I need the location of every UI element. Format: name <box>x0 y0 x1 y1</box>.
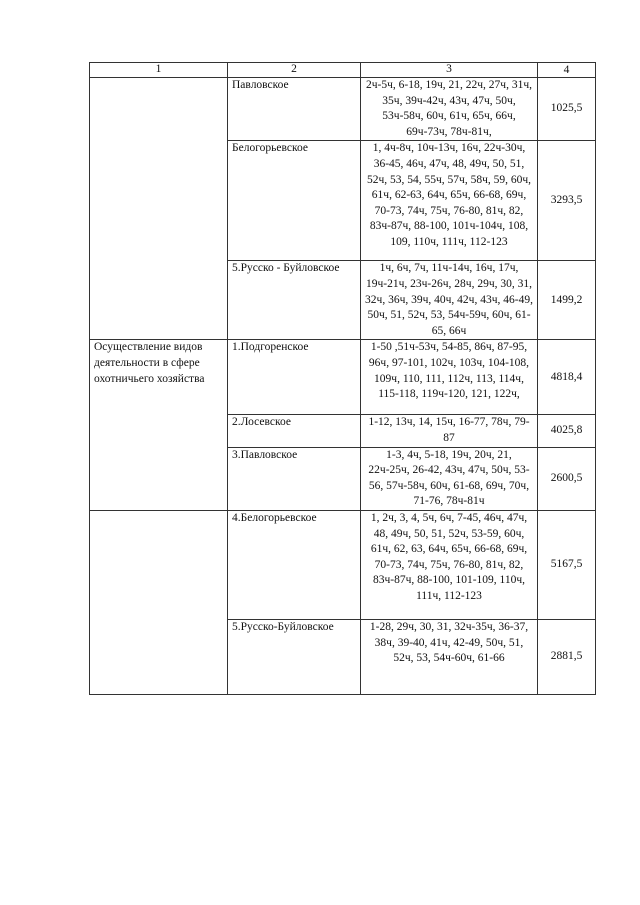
sections-cell <box>361 510 538 619</box>
sections-text: 1ч, 6ч, 7ч, 11ч-14ч, 16ч, 17ч, 19ч-21ч, 23ч-26ч, 28ч, 29ч, 30, 31, 32ч, 36ч, 39ч, 40ч, 42ч, 43ч, 46-49, 50ч, 51, 52ч, 53, 54ч-59ч, 60ч, 61-65, 66ч <box>365 262 533 337</box>
activity-cell <box>90 340 228 511</box>
district-cell <box>228 340 361 415</box>
district-name: Белогорьевское <box>232 142 308 155</box>
header-cell-2: 2 <box>228 63 361 78</box>
table-header-row <box>90 63 596 78</box>
sections-text: 1-50 ,51ч-53ч, 54-85, 86ч, 87-95, 96ч, 97-101, 102ч, 103ч, 104-108, 109ч, 110, 111, 112ч, 113, 114ч, 115-118, 119ч-120, 121, 122ч, <box>368 341 530 401</box>
header-cell-3: 3 <box>361 63 538 78</box>
district-name: 5.Русско - Буйловское <box>232 262 340 275</box>
district-name: 2.Лосевское <box>232 416 291 429</box>
district-name: 4.Белогорьевское <box>232 511 317 524</box>
header-cell-4: 4 <box>538 63 596 78</box>
area-cell: 1499,2 <box>538 261 596 340</box>
area-cell: 1025,5 <box>538 78 596 141</box>
activity-cell <box>90 78 228 340</box>
district-cell <box>228 415 361 447</box>
district-name: 1.Подгоренское <box>232 341 309 354</box>
sections-text: 1-28, 29ч, 30, 31, 32ч-35ч, 36-37, 38ч, 39-40, 41ч, 42-49, 50ч, 51, 52ч, 53, 54ч-60ч, 61-66 <box>369 620 529 665</box>
sections-cell <box>361 340 538 415</box>
sections-text: 1-3, 4ч, 5-18, 19ч, 20ч, 21, 22ч-25ч, 26-42, 43ч, 47ч, 50ч, 53-56, 57ч-58ч, 60ч, 61-68, 69ч, 70ч, 71-76, 78ч-81ч <box>368 448 530 508</box>
area-cell: 2600,5 <box>538 447 596 510</box>
activity-cell <box>90 510 228 694</box>
area-cell: 2881,5 <box>538 619 596 694</box>
activity-text: Осуществление видов деятельности в сфере охотничьего хозяйства <box>94 341 205 385</box>
sections-cell <box>361 415 538 447</box>
district-cell <box>228 447 361 510</box>
sections-cell <box>361 447 538 510</box>
sections-text: 2ч-5ч, 6-18, 19ч, 21, 22ч, 27ч, 31ч, 35ч, 39ч-42ч, 43ч, 47ч, 50ч, 53ч-58ч, 60ч, 61ч, 65ч, 66ч, 69ч-73ч, 78ч-81ч, <box>366 79 532 138</box>
sections-cell <box>361 619 538 694</box>
table-row <box>90 510 596 619</box>
sections-text: 1, 4ч-8ч, 10ч-13ч, 16ч, 22ч-30ч, 36-45, 46ч, 47ч, 48, 49ч, 50, 51, 52ч, 53, 54, 55ч, 57ч, 58ч, 59, 60ч, 61ч, 62-63, 64ч, 65ч, 66-68, 69ч, 70-73, 74ч, 75ч, 76-80, 81ч, 82, 83ч-87ч, 88-100, 101ч-104ч, 108, 109, 110ч, 111ч, 112-123 <box>366 142 532 248</box>
area-cell: 3293,5 <box>538 141 596 261</box>
district-name: 3.Павловское <box>232 448 298 461</box>
area-cell: 4818,4 <box>538 340 596 415</box>
header-cell-1: 1 <box>90 63 228 78</box>
table-row <box>90 78 596 141</box>
district-cell <box>228 619 361 694</box>
area-cell: 5167,5 <box>538 510 596 619</box>
sections-cell <box>361 261 538 340</box>
area-cell: 4025,8 <box>538 415 596 447</box>
sections-cell <box>361 141 538 261</box>
district-name: 5.Русско-Буйловское <box>232 620 334 633</box>
sections-text: 1-12, 13ч, 14, 15ч, 16-77, 78ч, 79-87 <box>368 416 530 444</box>
sections-text: 1, 2ч, 3, 4, 5ч, 6ч, 7-45, 46ч, 47ч, 48, 49ч, 50, 51, 52ч, 53-59, 60ч, 61ч, 62, 63, 64ч, 65ч, 66-68, 69ч, 70-73, 74ч, 75ч, 76-80, 81ч, 82, 83ч-87ч, 88-100, 101-109, 110ч, 111ч, 112-123 <box>370 511 528 602</box>
sections-cell <box>361 78 538 141</box>
district-cell <box>228 78 361 141</box>
district-name: Павловское <box>232 79 289 91</box>
territory-table <box>89 62 596 695</box>
table-row <box>90 340 596 415</box>
district-cell <box>228 510 361 619</box>
district-cell <box>228 261 361 340</box>
district-cell <box>228 141 361 261</box>
